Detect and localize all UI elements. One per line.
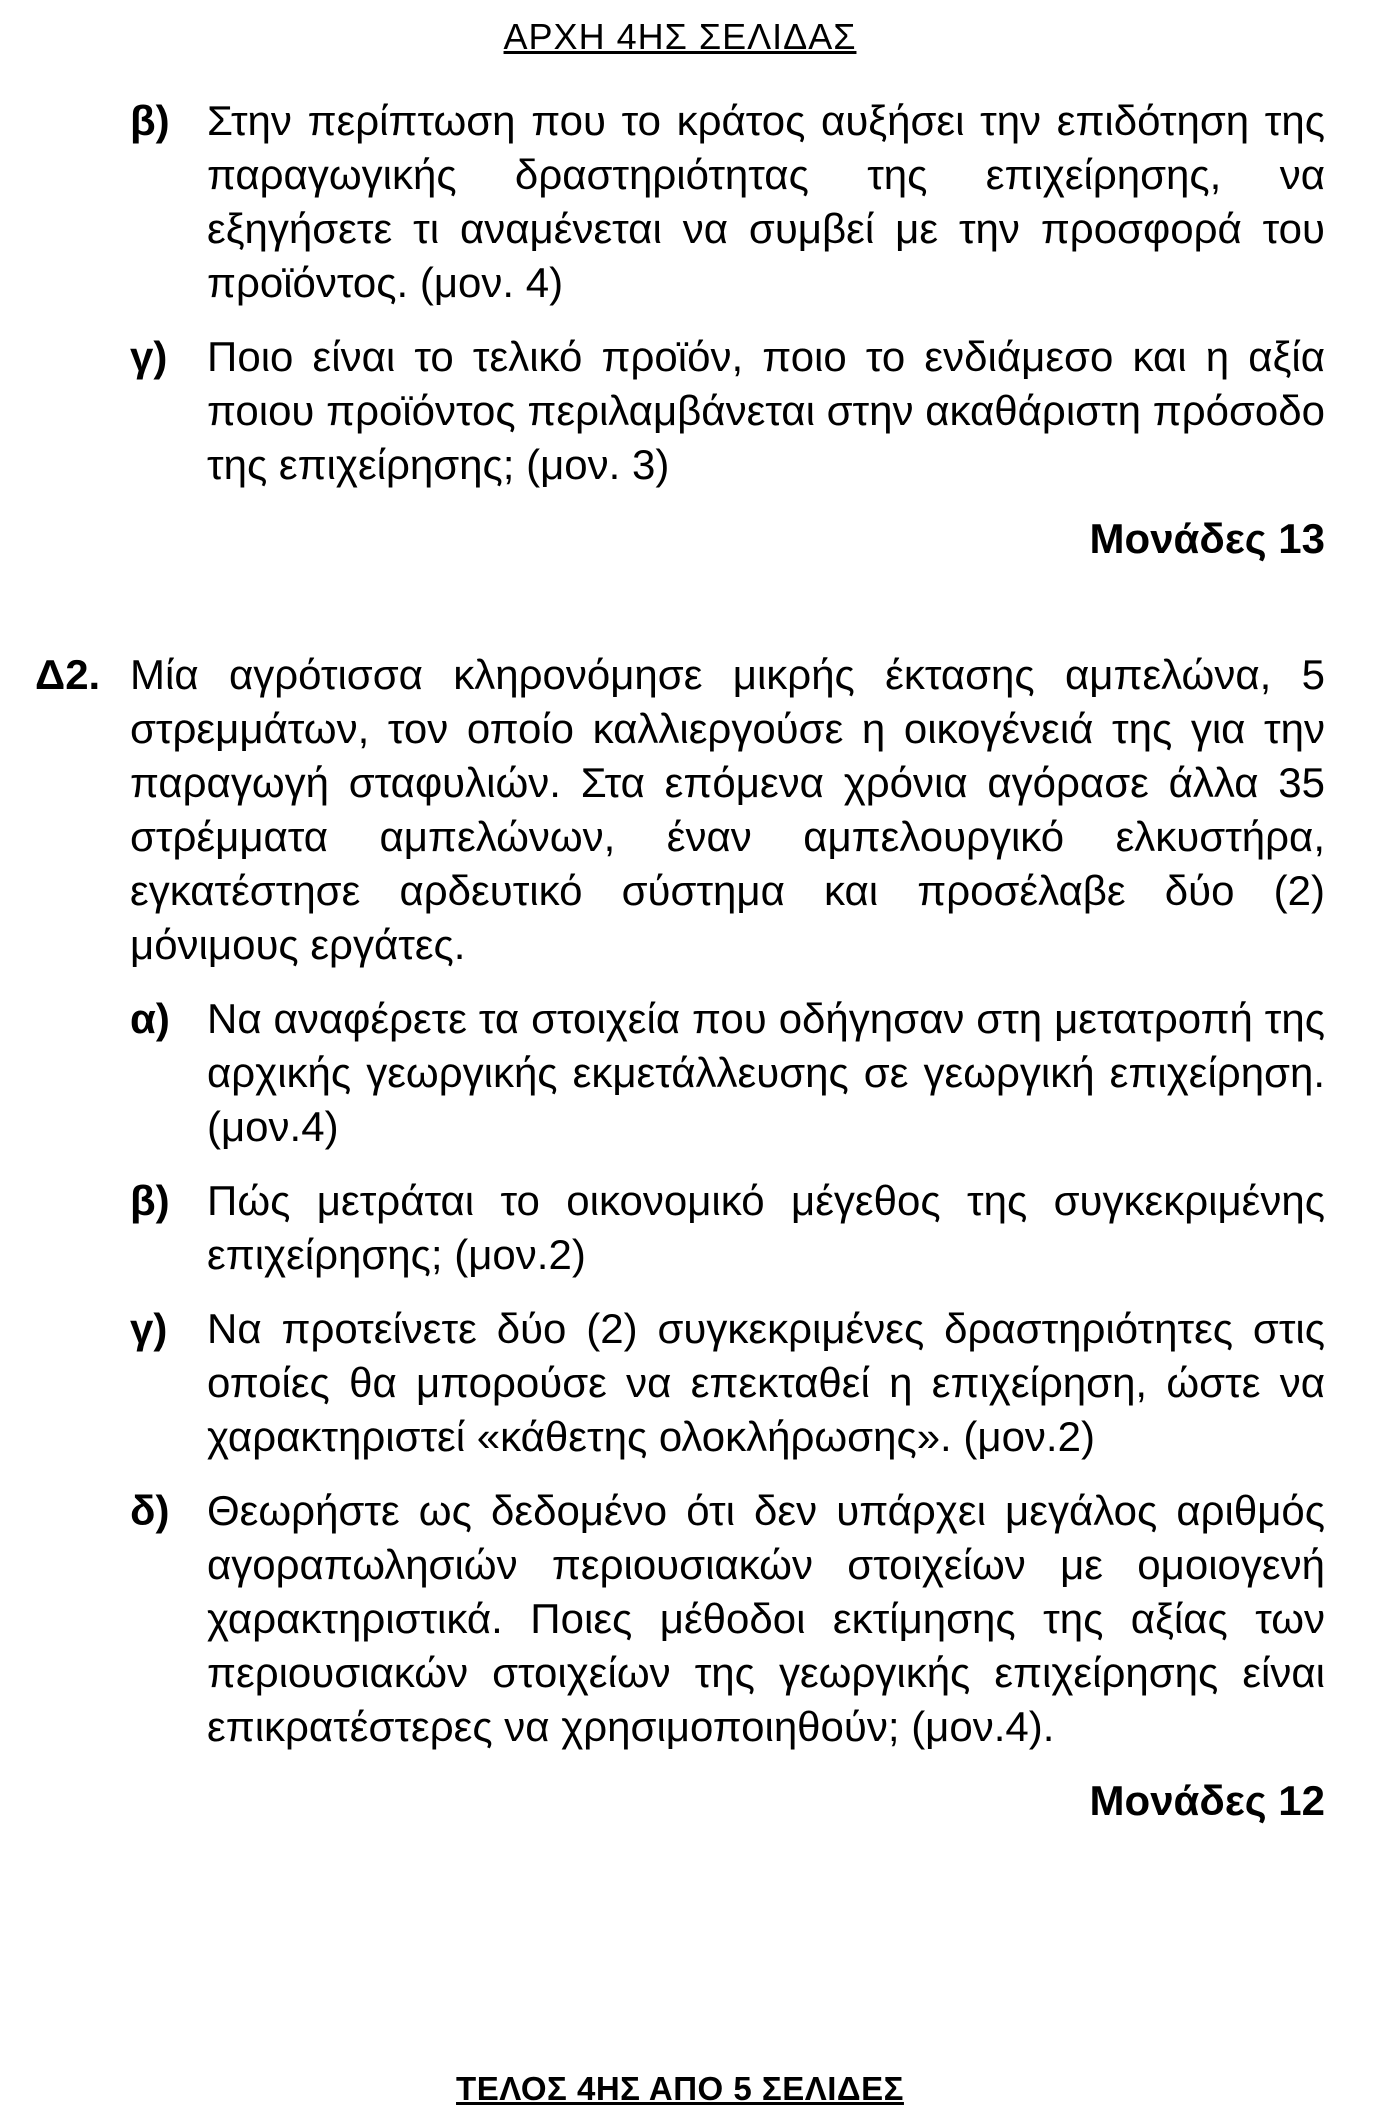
d2-item-beta-text: Πώς μετράται το οικονομικό μέγεθος της συγκεκριμένης επιχείρησης; (μον.2) (207, 1177, 1325, 1278)
page-footer: ΤΕΛΟΣ 4ΗΣ ΑΠΟ 5 ΣΕΛΙΔΕΣ (456, 2070, 904, 2107)
d2-question-label: Δ2. (35, 651, 101, 698)
d2-intro-text: Μία αγρότισσα κληρονόμησε μικρής έκτασης αμπελώνα, 5 στρεμμάτων, τον οποίο καλλιεργούσε η οικογένειά της για την παραγωγή σταφυλιών. Στα επόμενα χρόνια αγόρασε άλλα 35 στρέμματα αμπελώνων, έναν αμπελουργικό ελκυστήρα, εγκατέστησε αρδευτικό σύστημα και προσέλαβε δύο (2) μόνιμους εργάτες. (130, 651, 1325, 968)
d2-item-alpha (130, 992, 1325, 1154)
d2-item-beta-label: β) (130, 1177, 170, 1224)
d1-item-gamma-label: γ) (130, 333, 168, 380)
d2-item-delta-text: Θεωρήστε ως δεδομένο ότι δεν υπάρχει μεγάλος αριθμός αγοραπωλησιών περιουσιακών στοιχείων με ομοιογενή χαρακτηριστικά. Ποιες μέθοδοι εκτίμησης της αξίας των περιουσιακών στοιχείων της γεωργικής επιχείρησης είναι επικρατέστερες να χρησιμοποιηθούν; (μον.4). (207, 1487, 1325, 1750)
d2-points-total: Μονάδες 12 (1089, 1777, 1325, 1824)
d1-points-total: Μονάδες 13 (1089, 515, 1325, 562)
d2-item-alpha-text: Να αναφέρετε τα στοιχεία που οδήγησαν στη μετατροπή της αρχικής γεωργικής εκμετάλλευσης σε γεωργική επιχείρηση. (μον.4) (207, 995, 1325, 1150)
d1-item-beta-text: Στην περίπτωση που το κράτος αυξήσει την επιδότηση της παραγωγικής δραστηριότητας της επιχείρησης, να εξηγήσετε τι αναμένεται να συμβεί με την προσφορά του προϊόντος. (μον. 4) (207, 97, 1325, 306)
d2-item-gamma (130, 1302, 1325, 1464)
d2-item-alpha-label: α) (130, 995, 170, 1042)
section-d1 (35, 94, 1325, 566)
d2-item-gamma-text: Να προτείνετε δύο (2) συγκεκριμένες δραστηριότητες στις οποίες θα μπορούσε να επεκταθεί η επιχείρηση, ώστε να χαρακτηριστεί «κάθετης ολοκλήρωσης». (μον.2) (207, 1305, 1325, 1460)
section-d2 (35, 648, 1325, 1828)
d2-item-delta-label: δ) (130, 1487, 170, 1534)
d1-item-gamma-text: Ποιο είναι το τελικό προϊόν, ποιο το ενδιάμεσο και η αξία ποιου προϊόντος περιλαμβάνεται στην ακαθάριστη πρόσοδο της επιχείρησης; (μον. 3) (207, 333, 1325, 488)
d2-item-delta (130, 1484, 1325, 1754)
d2-item-beta (130, 1174, 1325, 1282)
d1-item-beta (130, 94, 1325, 310)
d1-item-beta-label: β) (130, 97, 170, 144)
d1-item-gamma (130, 330, 1325, 492)
d2-intro-block (35, 648, 1325, 972)
page-header: ΑΡΧΗ 4ΗΣ ΣΕΛΙΔΑΣ (503, 16, 857, 57)
d2-item-gamma-label: γ) (130, 1305, 168, 1352)
